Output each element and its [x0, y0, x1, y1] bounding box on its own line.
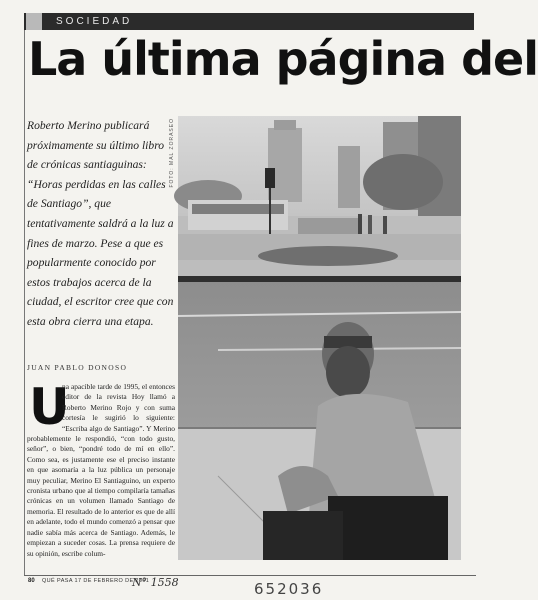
photo-credit: FOTO: MAL ZORASEO: [169, 118, 175, 188]
lede-text: Roberto Merino publicará próximamente su último libro de crónicas santiaguinas: “Horas perdidas en las calles de Santiago”, que tentativamente saldrá a la luz a fines de marzo. Pese a que es popularmente conocido por estos trabajos acerca de la ciudad, el escritor cree que con esta obra cierra una etapa.: [27, 119, 174, 328]
article-body-text: na apacible tarde de 1995, el entonces editor de la revista Hoy llamó a Roberto Merino Rojo y con suma cortesía le sugirió lo siguiente: “Escriba algo de Santiago”. Y Merino probablemente le respondió, “con todo gusto, señor”, o bien, “pondré todo de mí en ello”. Como sea, es justamente ese el preciso instante en que asomaría a la luz pública un personaje muy peculiar, Merino El Santiaguino, un experto cronista urbano que al tiempo compilaría tamañas crónicas en un volumen llamado Santiago de memoria. El resultado de lo anterior es que de allí en adelante, todo el mundo comenzó a pensar que nadie sabía más acerca de Santiago. Además, le empiezan a suceder cosas. La prensa requiere de su opinión, escribe colum-: [27, 382, 175, 558]
page-number: 80: [28, 578, 35, 584]
handwritten-archive-number: 652036: [254, 580, 324, 598]
street-scene-photo: [178, 116, 461, 560]
portrait-photo: [178, 116, 461, 560]
byline: JUAN PABLO DONOSO: [27, 363, 128, 372]
left-margin-rule: [24, 30, 25, 575]
article-body: [27, 378, 175, 572]
handwritten-note: N° 1558: [132, 576, 179, 589]
headline: La última página del: [28, 32, 538, 86]
bottom-rule: [24, 575, 476, 576]
publication-info: QUÉ PASA 17 DE FEBRERO DE 2001: [42, 578, 150, 584]
section-label: SOCIEDAD: [56, 16, 133, 27]
lede-paragraph: [27, 116, 175, 332]
drop-cap: U: [29, 378, 70, 436]
section-marker-square: [26, 13, 42, 30]
drop-cap-spacer: [27, 382, 62, 434]
